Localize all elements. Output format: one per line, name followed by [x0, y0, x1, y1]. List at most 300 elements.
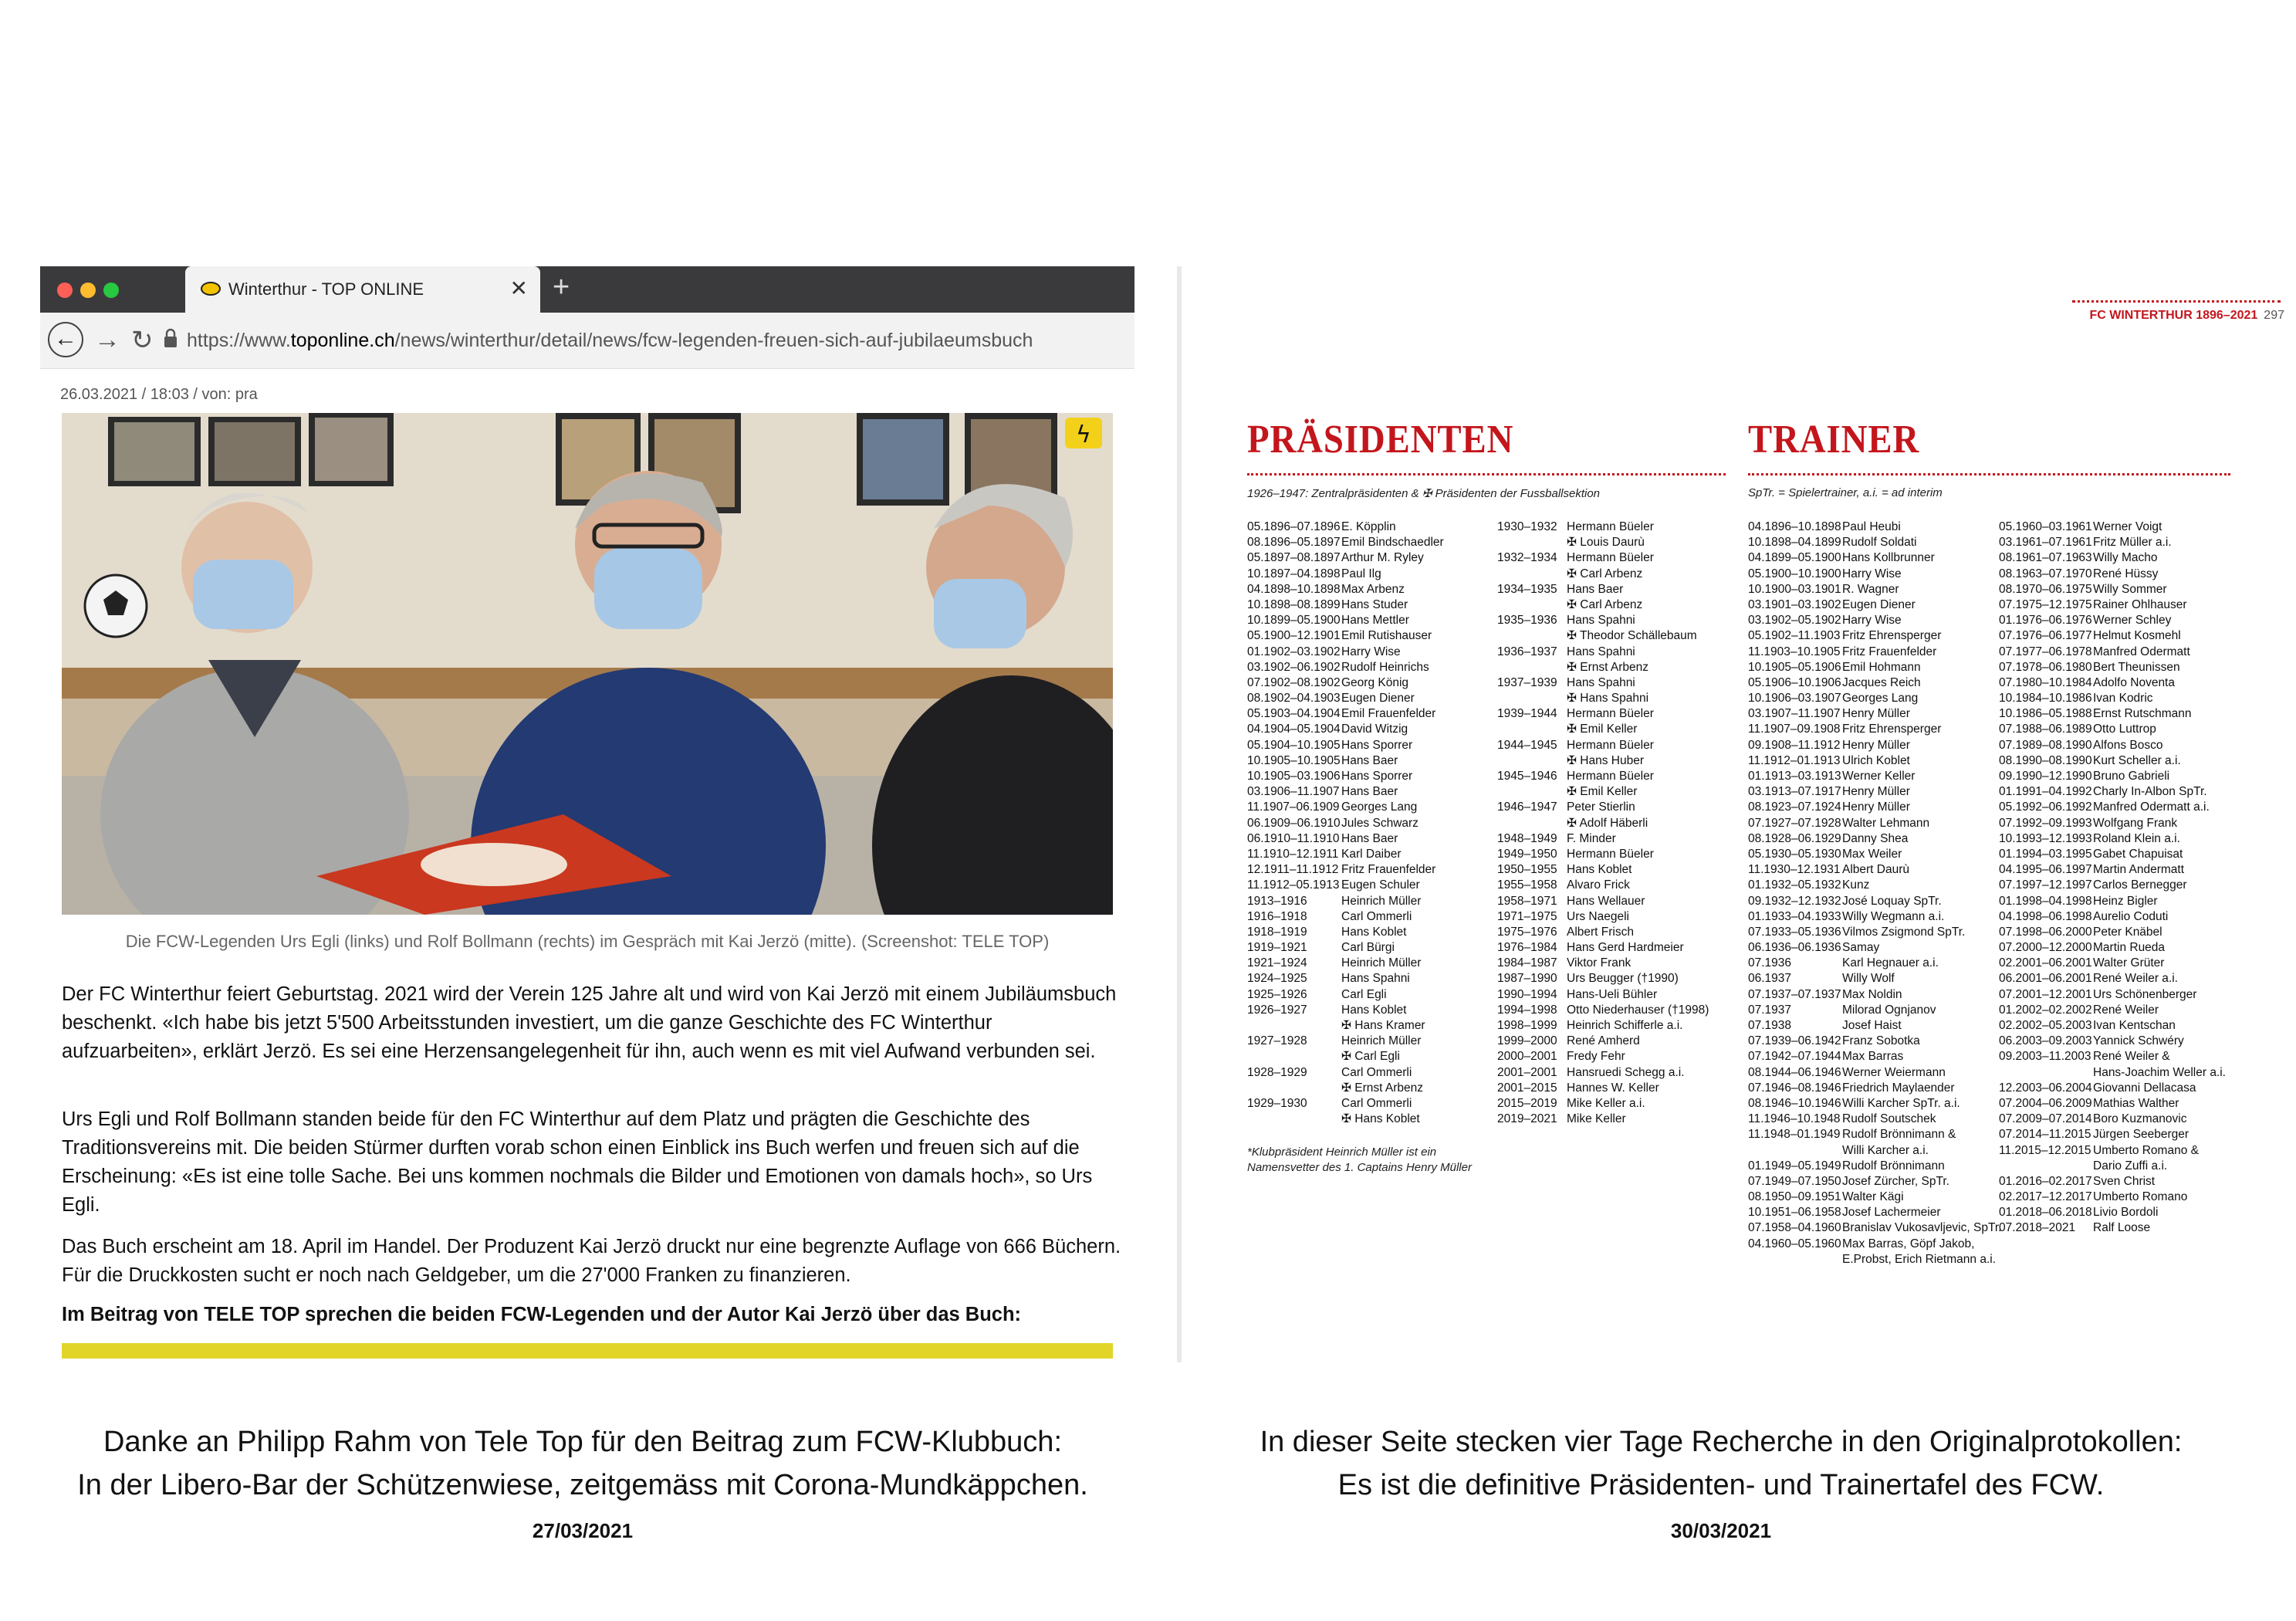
entry-name: Dario Zuffi a.i. [2093, 1159, 2168, 1173]
url-prefix: https://www. [187, 330, 291, 351]
entry-period: 08.1970–06.1975 [1999, 582, 2092, 596]
entry-period: 1927–1928 [1247, 1034, 1307, 1048]
address-bar-input[interactable] [187, 325, 1124, 356]
list-entry [1999, 519, 2226, 535]
entry-period: 2001–2015 [1497, 1081, 1557, 1095]
entry-period: 03.1913–07.1917 [1748, 785, 1841, 799]
list-entry [1247, 847, 1444, 862]
entry-name: Paul Ilg [1341, 567, 1381, 580]
entry-period: 07.2014–11.2015 [1999, 1128, 2091, 1142]
list-entry [1999, 909, 2226, 925]
entry-name: Hans Spahni [1567, 614, 1635, 628]
list-entry [1247, 971, 1444, 986]
entry-name: Carl Egli [1341, 987, 1387, 1001]
entry-period: 07.1992–09.1993 [1999, 816, 2092, 830]
entry-name: Milorad Ognjanov [1842, 1003, 1936, 1017]
entry-name: Carl Ommerli [1341, 1065, 1412, 1079]
entry-name: Werner Weiermann [1842, 1065, 1946, 1079]
entry-period: 06.1937 [1748, 972, 1792, 986]
list-entry [1999, 1081, 2226, 1096]
entry-name: Hermann Büeler [1567, 551, 1654, 565]
list-entry [1748, 645, 2001, 660]
entry-period: 08.1896–05.1897 [1247, 536, 1341, 550]
list-entry [1497, 816, 1709, 831]
list-entry [1748, 582, 2001, 597]
entry-period: 1949–1950 [1497, 847, 1557, 861]
list-entry [1497, 1003, 1709, 1018]
tab-title: Winterthur - TOP ONLINE [228, 279, 424, 299]
list-entry [1497, 769, 1709, 784]
entry-name: Emil Hohmann [1842, 660, 1921, 674]
list-entry [1748, 878, 2001, 893]
list-entry [1999, 894, 2226, 909]
list-entry [1748, 1003, 2001, 1018]
entry-name: Eugen Schuler [1341, 878, 1420, 892]
entry-period: 04.1899–05.1900 [1748, 551, 1841, 565]
entry-period: 05.1902–11.1903 [1748, 629, 1841, 643]
entry-name: Vilmos Zsigmond SpTr. [1842, 925, 1966, 939]
entry-name: ✠ Emil Keller [1567, 785, 1638, 799]
entry-name: Samay [1842, 941, 1880, 955]
article-photo [62, 413, 1113, 915]
entry-name: Mike Keller [1567, 1112, 1626, 1126]
entry-period: 1984–1987 [1497, 956, 1557, 970]
entry-period: 10.1898–08.1899 [1247, 597, 1341, 611]
list-entry [1748, 800, 2001, 815]
entry-name: Walter Kägi [1842, 1190, 1904, 1204]
entry-period: 1994–1998 [1497, 1003, 1557, 1017]
entry-name: Fritz Ehrensperger [1842, 723, 1942, 736]
entry-period: 11.2015–12.2015 [1999, 1143, 2091, 1157]
entry-period: 1928–1929 [1247, 1065, 1307, 1079]
entry-name: Rudolf Brönnimann & [1842, 1128, 1956, 1142]
entry-period: 04.1898–10.1898 [1247, 582, 1341, 596]
list-entry [1247, 1049, 1444, 1064]
navigation-bar [40, 313, 1134, 369]
entry-name: Paul Heubi [1842, 520, 1901, 533]
list-entry [1999, 1127, 2226, 1142]
list-entry [1497, 597, 1709, 613]
entry-name: Emil Rutishauser [1341, 629, 1432, 643]
entry-name: ✠ Adolf Häberli [1567, 816, 1648, 830]
list-entry [1247, 582, 1444, 597]
list-entry [1247, 784, 1444, 800]
list-entry [1999, 862, 2226, 878]
entry-name: Charly In-Albon SpTr. [2093, 785, 2207, 799]
list-entry [1247, 925, 1444, 940]
trainers-title: TRAINER [1748, 418, 1920, 462]
entry-period: 05.1930–05.1930 [1748, 847, 1841, 861]
presidents-list-col1 [1247, 519, 1444, 1127]
running-title-text: FC WINTERTHUR 1896–2021 [2089, 309, 2258, 322]
entry-name: Georges Lang [1341, 800, 1418, 814]
entry-period: 07.2000–12.2000 [1999, 941, 2092, 955]
list-entry [1247, 567, 1444, 582]
left-caption-date: 27/03/2021 [532, 1519, 634, 1542]
entry-name: Walter Grüter [2093, 956, 2165, 970]
entry-period: 05.1960–03.1961 [1999, 520, 2092, 533]
entry-period: 01.1902–03.1902 [1247, 645, 1341, 658]
entry-period: 07.1938 [1748, 1019, 1792, 1032]
entry-name: René Amherd [1567, 1034, 1640, 1048]
entry-period: 05.1900–12.1901 [1247, 629, 1341, 643]
entry-period: 10.1900–03.1901 [1748, 582, 1841, 596]
entry-period: 11.1912–05.1913 [1247, 878, 1340, 892]
entry-period: 01.1913–03.1913 [1748, 770, 1841, 783]
entry-name: Josef Haist [1842, 1019, 1902, 1032]
reload-icon[interactable]: ↻ [131, 326, 154, 355]
list-entry [1748, 706, 2001, 722]
list-entry [1999, 1003, 2226, 1018]
entry-name: Kurt Scheller a.i. [2093, 753, 2181, 767]
entry-period: 05.1897–08.1897 [1247, 551, 1341, 565]
new-tab-icon[interactable]: + [553, 271, 570, 303]
list-entry [1999, 691, 2226, 706]
list-entry [1247, 1096, 1444, 1112]
list-entry [1497, 660, 1709, 675]
entry-name: Rudolf Soutschek [1842, 1112, 1936, 1126]
entry-period: 09.1932–12.1932 [1748, 894, 1841, 908]
list-entry [1497, 550, 1709, 566]
entry-period: 03.1961–07.1961 [1999, 536, 2092, 550]
list-entry [1247, 753, 1444, 769]
entry-period: 07.1997–12.1997 [1999, 878, 2092, 892]
list-entry [1999, 847, 2226, 862]
list-entry [1497, 894, 1709, 909]
list-entry [1497, 706, 1709, 722]
entry-name: Albert Daurù [1842, 863, 1910, 877]
entry-name: Hans Spahni [1567, 645, 1635, 658]
list-entry [1748, 1143, 2001, 1159]
list-entry [1748, 1065, 2001, 1081]
entry-period: 09.1908–11.1912 [1748, 738, 1841, 752]
entry-name: Livio Bordoli [2093, 1206, 2159, 1220]
trainers-rule [1748, 473, 2230, 475]
entry-period: 1950–1955 [1497, 863, 1557, 877]
entry-name: Eugen Diener [1341, 692, 1415, 706]
list-entry [1748, 862, 2001, 878]
list-entry [1999, 660, 2226, 675]
list-entry [1748, 971, 2001, 986]
video-embed-bar[interactable] [62, 1343, 1113, 1359]
entry-name: ✠ Carl Arbenz [1567, 597, 1643, 611]
list-entry [1999, 1049, 2226, 1064]
entry-period: 05.1900–10.1900 [1748, 567, 1841, 580]
entry-period: 07.1958–04.1960 [1748, 1221, 1841, 1235]
list-entry [1497, 925, 1709, 940]
entry-period: 11.1903–10.1905 [1748, 645, 1841, 658]
list-entry [1247, 722, 1444, 737]
entry-name: Max Barras, Göpf Jakob, [1842, 1237, 1975, 1250]
entry-name: Walter Lehmann [1842, 816, 1930, 830]
entry-name: René Weiler [2093, 1003, 2159, 1017]
list-entry [1497, 1018, 1709, 1034]
list-entry [1748, 1034, 2001, 1049]
entry-period: 08.1946–10.1946 [1748, 1096, 1841, 1110]
entry-name: Ralf Loose [2093, 1221, 2151, 1235]
list-entry [1247, 878, 1444, 893]
entry-name: Josef Lachermeier [1842, 1206, 1941, 1220]
entry-period: 06.2003–09.2003 [1999, 1034, 2092, 1048]
trainers-list-col2 [1999, 519, 2226, 1237]
entry-name: Peter Knäbel [2093, 925, 2162, 939]
entry-period: 07.1975–12.1975 [1999, 597, 2092, 611]
entry-name: Danny Shea [1842, 831, 1909, 845]
entry-name: Branislav Vukosavljevic, SpTr. [1842, 1221, 2002, 1235]
entry-name: Hermann Büeler [1567, 847, 1654, 861]
entry-name: F. Minder [1567, 831, 1616, 845]
lock-icon [164, 328, 178, 348]
list-entry [1497, 1112, 1709, 1127]
entry-name: Eugen Diener [1842, 597, 1916, 611]
entry-name: Carl Ommerli [1341, 1096, 1412, 1110]
entry-period: 11.1907–06.1909 [1247, 800, 1340, 814]
entry-name: Umberto Romano [2093, 1190, 2188, 1204]
list-entry [1247, 1018, 1444, 1034]
entry-name: Hermann Büeler [1567, 520, 1654, 533]
article-bold-paragraph: Im Beitrag von TELE TOP sprechen die beiden FCW-Legenden und der Autor Kai Jerzö über das Buch: [62, 1304, 1022, 1325]
entry-period: 10.1905–05.1906 [1748, 660, 1841, 674]
list-entry [1999, 1159, 2226, 1174]
list-entry [1748, 691, 2001, 706]
entry-period: 02.2017–12.2017 [1999, 1190, 2092, 1204]
list-entry [1247, 987, 1444, 1003]
list-entry [1748, 1049, 2001, 1064]
close-window-button[interactable] [57, 283, 73, 298]
forward-arrow-icon[interactable]: → [94, 325, 120, 354]
entry-period: 07.1976–06.1977 [1999, 629, 2092, 643]
list-entry [1748, 784, 2001, 800]
list-entry [1999, 1034, 2226, 1049]
list-entry [1247, 535, 1444, 550]
entry-name: Albert Frisch [1567, 925, 1634, 939]
running-title-rule [2072, 300, 2281, 303]
list-entry [1497, 831, 1709, 847]
list-entry [1748, 738, 2001, 753]
entry-name: René Weiler a.i. [2093, 972, 2178, 986]
list-entry [1999, 613, 2226, 628]
list-entry [1999, 831, 2226, 847]
list-entry [1999, 1143, 2226, 1159]
minimize-window-button[interactable] [80, 283, 96, 298]
entry-period: 1935–1936 [1497, 614, 1557, 628]
list-entry [1999, 1096, 2226, 1112]
entry-name: Hans Spahni [1341, 972, 1410, 986]
list-entry [1748, 1159, 2001, 1174]
list-entry [1748, 831, 2001, 847]
entry-name: R. Wagner [1842, 582, 1899, 596]
presidents-rule [1247, 473, 1726, 475]
list-entry [1748, 597, 2001, 613]
entry-name: Rainer Ohlhauser [2093, 597, 2187, 611]
entry-period: 05.1992–06.1992 [1999, 800, 2092, 814]
list-entry [1497, 1096, 1709, 1112]
entry-name: ✠ Carl Arbenz [1567, 567, 1643, 580]
entry-name: ✠ Ernst Arbenz [1567, 660, 1649, 674]
entry-period: 10.1898–04.1899 [1748, 536, 1841, 550]
list-entry [1748, 550, 2001, 566]
entry-period: 07.2009–07.2014 [1999, 1112, 2092, 1126]
entry-period: 1924–1925 [1247, 972, 1307, 986]
entry-period: 1990–1994 [1497, 987, 1557, 1001]
entry-period: 1945–1946 [1497, 770, 1557, 783]
entry-name: Werner Keller [1842, 770, 1916, 783]
entry-period: 03.1907–11.1907 [1748, 707, 1841, 721]
entry-period: 1939–1944 [1497, 707, 1557, 721]
entry-name: Hans Koblet [1341, 1003, 1407, 1017]
entry-name: Hans Sporrer [1341, 770, 1413, 783]
entry-name: Urs Naegeli [1567, 909, 1629, 923]
entry-name: Willy Sommer [2093, 582, 2167, 596]
entry-name: Henry Müller [1842, 785, 1910, 799]
list-entry [1247, 645, 1444, 660]
list-entry [1247, 597, 1444, 613]
entry-name: Hermann Büeler [1567, 707, 1654, 721]
entry-period: 1975–1976 [1497, 925, 1557, 939]
list-entry [1748, 519, 2001, 535]
entry-period: 1926–1927 [1247, 1003, 1307, 1017]
entry-name: Hans Baer [1341, 785, 1398, 799]
entry-name: Roland Klein a.i. [2093, 831, 2180, 845]
presidents-footnote: *Klubpräsident Heinrich Müller ist ein Namensvetter des 1. Captains Henry Müller [1247, 1146, 1472, 1174]
entry-name: Urs Beugger (†1990) [1567, 972, 1679, 986]
entry-period: 07.1998–06.2000 [1999, 925, 2092, 939]
page-number: 297 [2264, 309, 2284, 322]
list-entry [1497, 722, 1709, 737]
entry-period: 1913–1916 [1247, 894, 1307, 908]
entry-period: 12.1911–11.1912 [1247, 863, 1339, 877]
back-arrow-icon[interactable]: ← [48, 322, 83, 357]
list-entry [1497, 582, 1709, 597]
entry-name: David Witzig [1341, 723, 1408, 736]
list-entry [1748, 909, 2001, 925]
entry-name: Willy Wegmann a.i. [1842, 909, 1945, 923]
entry-name: ✠ Emil Keller [1567, 723, 1638, 736]
entry-name: Karl Hegnauer a.i. [1842, 956, 1939, 970]
entry-name: Hermann Büeler [1567, 770, 1654, 783]
list-entry [1748, 894, 2001, 909]
entry-name: Arthur M. Ryley [1341, 551, 1424, 565]
entry-name: Fredy Fehr [1567, 1050, 1625, 1064]
entry-period: 1936–1937 [1497, 645, 1557, 658]
list-entry [1999, 738, 2226, 753]
list-entry [1999, 800, 2226, 815]
entry-name: Rudolf Brönnimann [1842, 1159, 1945, 1173]
list-entry [1748, 1127, 2001, 1142]
entry-period: 2001–2001 [1497, 1065, 1557, 1079]
entry-period: 02.2001–06.2001 [1999, 956, 2092, 970]
list-entry [1247, 1034, 1444, 1049]
list-entry [1748, 628, 2001, 644]
entry-name: Hans Koblet [1567, 863, 1632, 877]
entry-period: 2015–2019 [1497, 1096, 1557, 1110]
list-entry [1999, 535, 2226, 550]
list-entry [1748, 1174, 2001, 1190]
list-entry [1247, 1081, 1444, 1096]
entry-name: ✠ Theodor Schällebaum [1567, 629, 1697, 643]
browser-window [40, 266, 1134, 1362]
entry-period: 07.1933–05.1936 [1748, 925, 1841, 939]
entry-period: 04.1960–05.1960 [1748, 1237, 1841, 1250]
entry-name: Otto Luttrop [2093, 723, 2156, 736]
photo-caption: Die FCW-Legenden Urs Egli (links) und Rolf Bollmann (rechts) im Gespräch mit Kai Jerzö (mitte). (Screenshot: TELE TOP) [125, 932, 1050, 951]
entry-period: 01.1991–04.1992 [1999, 785, 2092, 799]
entry-period: 11.1910–12.1911 [1247, 847, 1339, 861]
entry-name: Carl Ommerli [1341, 909, 1412, 923]
svg-text:ϟ: ϟ [1076, 421, 1091, 448]
entry-period: 1918–1919 [1247, 925, 1307, 939]
list-entry [1497, 738, 1709, 753]
entry-name: Werner Schley [2093, 614, 2172, 628]
presidents-title: PRÄSIDENTEN [1247, 418, 1514, 462]
list-entry [1999, 706, 2226, 722]
trainers-subtitle: SpTr. = Spielertrainer, a.i. = ad interim [1748, 486, 1943, 499]
entry-period: 08.1902–04.1903 [1247, 692, 1341, 706]
entry-period: 08.1928–06.1929 [1748, 831, 1841, 845]
entry-period: 1976–1984 [1497, 941, 1557, 955]
list-entry [1497, 645, 1709, 660]
entry-period: 1971–1975 [1497, 909, 1557, 923]
list-entry [1247, 1065, 1444, 1081]
trainers-list-col1 [1748, 519, 2001, 1267]
list-entry [1497, 971, 1709, 986]
list-entry [1999, 645, 2226, 660]
entry-period: 1944–1945 [1497, 738, 1557, 752]
entry-period: 10.1984–10.1986 [1999, 692, 2092, 706]
list-entry [1999, 628, 2226, 644]
entry-name: Henry Müller [1842, 800, 1910, 814]
list-entry [1748, 940, 2001, 956]
list-entry [1247, 769, 1444, 784]
entry-name: Jules Schwarz [1341, 816, 1419, 830]
entry-name: Yannick Schwéry [2093, 1034, 2184, 1048]
page-divider [1177, 266, 1182, 1362]
entry-name: Georges Lang [1842, 692, 1919, 706]
entry-name: Hermann Büeler [1567, 738, 1654, 752]
entry-name: Hans Baer [1341, 753, 1398, 767]
entry-period: 10.1905–03.1906 [1247, 770, 1341, 783]
entry-period: 09.1990–12.1990 [1999, 770, 2092, 783]
list-entry [1999, 940, 2226, 956]
entry-name: Heinrich Müller [1341, 956, 1422, 970]
list-entry [1247, 706, 1444, 722]
entry-name: Hans Kollbrunner [1842, 551, 1935, 565]
maximize-window-button[interactable] [103, 283, 119, 298]
right-caption-line2: Es ist die definitive Präsidenten- und Trainertafel des FCW. [1337, 1469, 2105, 1501]
list-entry [1247, 862, 1444, 878]
entry-name: René Hüssy [2093, 567, 2159, 580]
list-entry [1497, 691, 1709, 706]
entry-name: Emil Frauenfelder [1341, 707, 1436, 721]
close-tab-icon[interactable]: ✕ [509, 276, 528, 300]
entry-name: Hans Wellauer [1567, 894, 1645, 908]
left-caption-line2: In der Libero-Bar der Schützenwiese, zeitgemäss mit Corona-Mundkäppchen. [77, 1469, 1088, 1501]
entry-name: Willi Karcher a.i. [1842, 1143, 1929, 1157]
entry-period: 11.1930–12.1931 [1748, 863, 1841, 877]
list-entry [1247, 956, 1444, 971]
list-entry [1497, 535, 1709, 550]
browser-tab[interactable] [185, 266, 540, 313]
entry-name: ✠ Hans Huber [1567, 753, 1645, 767]
list-entry [1748, 675, 2001, 691]
entry-period: 01.1994–03.1995 [1999, 847, 2092, 861]
url-path: /news/winterthur/detail/news/fcw-legenden-freuen-sich-auf-jubilaeumsbuch [394, 330, 1033, 351]
entry-period: 1987–1990 [1497, 972, 1557, 986]
list-entry [1247, 738, 1444, 753]
entry-name: Ernst Rutschmann [2093, 707, 2192, 721]
list-entry [1999, 956, 2226, 971]
right-caption-line1: In dieser Seite stecken vier Tage Recherche in den Originalprotokollen: [1260, 1426, 2183, 1458]
